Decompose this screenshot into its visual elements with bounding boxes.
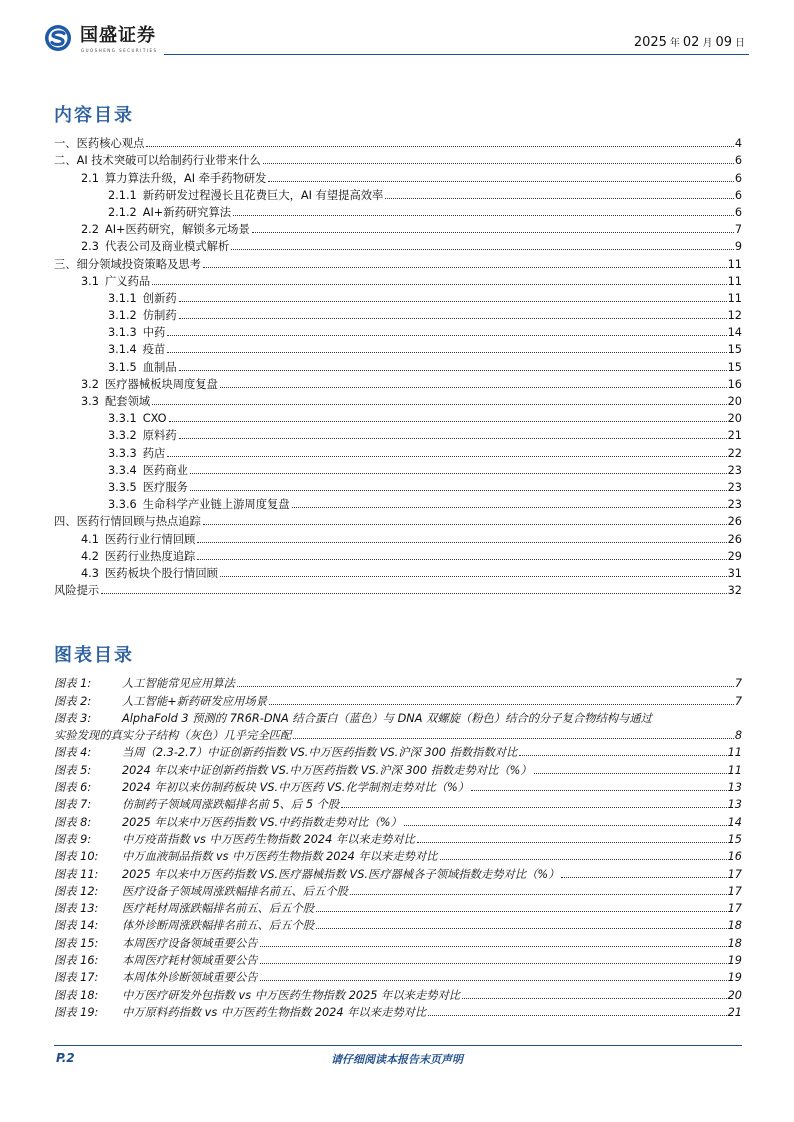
figure-title: 本周医疗设备领域重要公告 [122, 936, 258, 950]
toc-entry-page: 6 [734, 171, 742, 185]
toc-entry-number: 二、 [54, 154, 77, 168]
figure-title: 本周体外诊断领域重要公告 [122, 971, 258, 985]
figure-title: 中万原料药指数 vs 中万医药生物指数 2024 年以来走势对比 [122, 1005, 427, 1019]
dot-leader [316, 928, 727, 929]
report-date [634, 34, 748, 50]
dot-leader [101, 593, 726, 594]
page-header [0, 0, 794, 60]
toc-entry-number: 三、 [54, 257, 77, 271]
toc-entry-number: 3.3.4 [108, 463, 137, 477]
figure-page: 14 [727, 815, 742, 829]
figure-title: AlphaFold 3 预测的 7R6R-DNA 结合蛋白（蓝色）与 DNA 双螺旋（粉色）结合的分子复合物结构与通过 [122, 711, 652, 725]
toc-entry[interactable] [54, 375, 742, 392]
toc-entry-label [108, 325, 167, 340]
toc-entry-page: 21 [727, 429, 742, 443]
toc-entry[interactable] [54, 254, 742, 271]
dot-leader [268, 181, 733, 182]
dot-leader [197, 542, 726, 543]
toc-entry-page: 6 [734, 188, 742, 202]
toc-entry-text: 广义药品 [104, 274, 151, 288]
toc-entry[interactable] [54, 168, 742, 185]
toc-entry-number: 4.1 [81, 532, 99, 546]
figure-number: 图表 8: [54, 815, 92, 829]
toc-entry-text: 仿制药 [142, 309, 177, 323]
toc-entry-label [108, 205, 233, 220]
toc-entry-label [81, 394, 152, 409]
dot-leader [561, 877, 726, 878]
figure-page: 17 [727, 884, 742, 898]
toc-entry[interactable] [54, 220, 742, 237]
toc-entry-number: 3.1.4 [108, 343, 137, 357]
figure-page: 8 [734, 729, 742, 743]
toc-entry-number: 4.2 [81, 549, 99, 563]
figure-page: 11 [727, 746, 742, 760]
figure-page: 11 [727, 763, 742, 777]
figure-entry[interactable] [54, 743, 742, 760]
toc-entry-text: 医药商业 [142, 463, 188, 477]
figure-number: 图表 15: [54, 936, 99, 950]
toc-entry[interactable] [54, 409, 742, 426]
dot-leader [293, 738, 734, 739]
figure-page: 7 [734, 694, 742, 708]
figure-number: 图表 2: [54, 694, 92, 708]
toc-entry-number: 四、 [54, 515, 77, 529]
toc-entry-label [81, 239, 231, 254]
figure-entry[interactable] [54, 709, 742, 726]
toc-entry-label [81, 566, 220, 581]
figure-number: 图表 16: [54, 954, 99, 968]
figure-number: 图表 19: [54, 1005, 99, 1019]
toc-entry-number: 2.1 [81, 171, 99, 185]
dot-leader [462, 998, 727, 999]
figure-entry[interactable] [54, 760, 742, 777]
toc-entry-number: 3.3.2 [108, 429, 137, 443]
figure-title: 人工智能常见应用算法 [122, 677, 235, 691]
toc-entry-page: 16 [727, 377, 742, 391]
dot-leader [269, 704, 734, 705]
figure-number: 图表 18: [54, 988, 99, 1002]
dot-leader [428, 1015, 726, 1016]
toc-entry-text: 算力算法升级，AI 牵手药物研发 [104, 171, 267, 185]
list-of-figures [54, 674, 742, 1020]
toc-entry[interactable] [54, 564, 742, 581]
dot-leader [146, 146, 733, 147]
figure-title: 仿制药子领域周涨跌幅排名前 5、后 5 个股 [122, 798, 340, 812]
figure-page: 18 [727, 919, 742, 933]
toc-entry-number: 2.2 [81, 223, 99, 237]
figure-title: 中万医疗研发外包指数 vs 中万医药生物指数 2025 年以来走势对比 [122, 988, 461, 1002]
dot-leader [237, 686, 734, 687]
figure-title: 医疗耗材周涨跌幅排名前五、后五个股 [122, 902, 315, 916]
table-of-contents [54, 134, 742, 598]
toc-entry-number: 3.1.5 [108, 360, 137, 374]
toc-entry-label [108, 463, 190, 478]
figure-title: 中万疫苗指数 vs 中万医药生物指数 2024 年以来走势对比 [122, 832, 415, 846]
figure-title: 医疗设备子领域周涨跌幅排名前五、后五个股 [122, 884, 348, 898]
figure-entry[interactable] [54, 1003, 742, 1020]
figure-entry[interactable] [54, 916, 742, 933]
figure-page: 13 [727, 798, 742, 812]
toc-entry-text: 生命科学产业链上游周度复盘 [142, 498, 290, 512]
toc-entry-text: AI 技术突破可以给制药行业带来什么 [76, 154, 261, 168]
toc-entry-page: 15 [727, 343, 742, 357]
dot-leader [534, 773, 727, 774]
figure-number: 图表 10: [54, 850, 99, 864]
toc-entry-page: 22 [727, 446, 742, 460]
date-month-unit: 月 [702, 38, 713, 49]
toc-entry-text: 新药研发过程漫长且花费巨大，AI 有望提高效率 [142, 188, 384, 202]
figure-number: 图表 5: [54, 763, 92, 777]
toc-entry-page: 6 [734, 205, 742, 219]
dot-leader [316, 911, 727, 912]
toc-entry-page: 23 [727, 498, 742, 512]
dot-leader [169, 421, 727, 422]
date-year: 2025 [633, 35, 667, 50]
figure-number: 图表 17: [54, 971, 99, 985]
toc-entry-label [108, 188, 385, 203]
toc-entry-page: 29 [727, 549, 742, 563]
guosheng-logo-icon [44, 24, 72, 52]
figure-title: 当周（2.3-2.7）中证创新药指数 VS.中万医药指数 VS.沪深 300 指数指数对比 [122, 746, 518, 760]
toc-entry[interactable] [54, 134, 742, 151]
toc-entry-text: 中药 [142, 326, 166, 340]
brand-name: 国盛证券 [80, 25, 156, 46]
toc-entry-page: 26 [727, 532, 742, 546]
toc-entry-label [54, 583, 101, 598]
figure-entry[interactable] [54, 830, 742, 847]
toc-entry-text: 代表公司及商业模式解析 [104, 240, 230, 254]
dot-leader [350, 894, 727, 895]
toc-entry-label [108, 411, 169, 426]
figure-number: 图表 3: [54, 711, 92, 725]
dot-leader [190, 473, 727, 474]
figure-number: 图表 11: [54, 867, 99, 881]
toc-entry-label [108, 308, 179, 323]
toc-entry[interactable] [54, 547, 742, 564]
toc-entry[interactable] [54, 340, 742, 357]
toc-entry-text: 医药核心观点 [76, 137, 145, 151]
toc-entry-page: 11 [727, 291, 742, 305]
figure-number: 图表 7: [54, 798, 92, 812]
header-divider [164, 54, 749, 55]
toc-entry[interactable] [54, 272, 742, 289]
dot-leader [197, 559, 726, 560]
toc-entry-page: 6 [734, 154, 742, 168]
dot-leader [292, 507, 727, 508]
toc-entry-number: 3.1.3 [108, 326, 137, 340]
toc-entry-page: 12 [727, 309, 742, 323]
toc-entry[interactable] [54, 323, 742, 340]
toc-entry-text: 医疗服务 [142, 480, 188, 494]
figures-title: 图表目录 [54, 645, 134, 666]
toc-entry-page: 14 [727, 326, 742, 340]
dot-leader [152, 404, 726, 405]
dot-leader [417, 842, 727, 843]
toc-entry-number: 2.1.1 [108, 188, 137, 202]
toc-entry-page: 11 [727, 274, 742, 288]
figure-title: 2024 年以来中证创新药指数 VS.中万医药指数 VS.沪深 300 指数走势对比（%） [122, 763, 532, 777]
figure-entry[interactable] [54, 778, 742, 795]
figure-page: 16 [727, 850, 742, 864]
figure-title: 2025 年以来中万医药指数 VS.中药指数走势对比（%） [122, 815, 402, 829]
toc-entry-label [81, 549, 197, 564]
figure-entry[interactable] [54, 847, 742, 864]
dot-leader [263, 163, 734, 164]
toc-entry-page: 20 [727, 395, 742, 408]
toc-entry-text: 医药行业行情回顾 [104, 532, 196, 546]
dot-leader [167, 456, 726, 457]
toc-entry-number: 2.1.2 [108, 205, 137, 219]
toc-entry-number: 3.3.3 [108, 446, 137, 460]
dot-leader [167, 352, 726, 353]
figure-page: 17 [727, 867, 742, 881]
dot-leader [190, 490, 727, 491]
toc-entry-label [54, 257, 203, 272]
toc-entry-number: 3.3 [81, 395, 99, 408]
dot-leader [220, 387, 727, 388]
toc-entry[interactable] [54, 357, 742, 374]
toc-entry-label [54, 514, 203, 529]
toc-entry[interactable] [54, 478, 742, 495]
toc-entry-label [108, 497, 292, 512]
dot-leader [203, 267, 727, 268]
toc-entry-page: 31 [727, 566, 742, 580]
date-year-unit: 年 [669, 38, 680, 49]
toc-title: 内容目录 [54, 105, 134, 126]
dot-leader [167, 335, 726, 336]
figure-number: 图表 9: [54, 832, 92, 846]
toc-entry-text: 细分领域投资策略及思考 [76, 257, 201, 271]
toc-entry-page: 26 [727, 515, 742, 529]
toc-entry[interactable] [54, 426, 742, 443]
dot-leader [252, 232, 734, 233]
toc-entry-text: AI+新药研究算法 [142, 205, 232, 219]
dot-leader [440, 859, 727, 860]
toc-entry-number: 3.1.1 [108, 291, 137, 305]
figure-page: 19 [727, 954, 742, 968]
figure-entry[interactable] [54, 864, 742, 881]
toc-entry-text: 创新药 [142, 291, 177, 305]
dot-leader [404, 825, 727, 826]
figure-entry[interactable] [54, 899, 742, 916]
toc-entry-label [54, 136, 146, 151]
figure-entry[interactable] [54, 985, 742, 1002]
toc-entry[interactable] [54, 529, 742, 546]
date-day-unit: 日 [735, 38, 745, 49]
toc-entry-page: 4 [734, 137, 742, 151]
toc-entry-label [108, 342, 167, 357]
figure-number: 图表 4: [54, 746, 92, 760]
toc-entry-number: 3.1.2 [108, 309, 137, 323]
toc-entry-number: 3.3.6 [108, 498, 137, 512]
figure-title: 2025 年以来中万医药指数 VS.医疗器械指数 VS.医疗器械各子领域指数走势对比（%） [122, 867, 560, 881]
toc-entry-page: 11 [727, 257, 742, 271]
toc-entry-number: 一、 [54, 137, 77, 151]
toc-entry-number: 3.1 [81, 274, 99, 288]
toc-entry-text: 医药行业热度追踪 [104, 549, 196, 563]
figure-number: 图表 1: [54, 677, 92, 691]
toc-entry-text: 药店 [142, 446, 166, 460]
dot-leader [233, 215, 734, 216]
toc-entry-text: 风险提示 [54, 584, 100, 598]
toc-entry-text: AI+医药研究，解锁多元场景 [104, 223, 250, 237]
figure-entry[interactable] [54, 933, 742, 950]
toc-entry-text: 疫苗 [142, 343, 166, 357]
toc-entry-page: 23 [727, 463, 742, 477]
dot-leader [179, 438, 727, 439]
dot-leader [519, 755, 726, 756]
figure-page: 13 [727, 781, 742, 795]
toc-entry[interactable] [54, 443, 742, 460]
dot-leader [260, 980, 727, 981]
dot-leader [260, 963, 727, 964]
toc-entry-label [54, 153, 263, 168]
dot-leader [220, 576, 727, 577]
toc-entry-text: 原料药 [142, 429, 177, 443]
toc-entry-text: 医疗器械板块周度复盘 [104, 377, 218, 391]
figure-number: 图表 13: [54, 902, 99, 916]
toc-entry[interactable] [54, 512, 742, 529]
toc-entry[interactable] [54, 203, 742, 220]
brand-name-english: GUOSHENG SECURITIES [81, 48, 158, 53]
toc-entry-page: 23 [727, 480, 742, 494]
footer-divider [54, 1045, 742, 1046]
figure-entry[interactable] [54, 951, 742, 968]
dot-leader [385, 198, 733, 199]
figure-title: 中万血液制品指数 vs 中万医药生物指数 2024 年以来走势对比 [122, 850, 438, 864]
toc-entry-label [108, 360, 179, 375]
toc-entry-number: 3.2 [81, 377, 99, 391]
figure-page: 18 [727, 936, 742, 950]
dot-leader [231, 249, 734, 250]
dot-leader [179, 370, 727, 371]
figure-page: 17 [727, 902, 742, 916]
figure-title: 体外诊断周涨跌幅排名前五、后五个股 [122, 919, 315, 933]
dot-leader [179, 301, 727, 302]
toc-entry[interactable] [54, 306, 742, 323]
toc-entry[interactable] [54, 392, 742, 409]
dot-leader [471, 790, 727, 791]
figure-entry[interactable] [54, 882, 742, 899]
figure-entry-continuation[interactable] [54, 726, 742, 743]
toc-entry-label [81, 171, 268, 186]
figure-entry[interactable] [54, 812, 742, 829]
disclaimer-note: 请仔细阅读本报告末页声明 [331, 1053, 463, 1066]
toc-entry-label [81, 222, 252, 237]
figure-page: 20 [727, 988, 742, 1002]
toc-entry[interactable] [54, 581, 742, 598]
figure-number: 图表 14: [54, 919, 99, 933]
toc-entry-number: 2.3 [81, 240, 99, 254]
figure-title: 本周医疗耗材领域重要公告 [122, 954, 258, 968]
figure-entry[interactable] [54, 691, 742, 708]
toc-entry[interactable] [54, 289, 742, 306]
toc-entry-text: CXO [142, 412, 167, 426]
toc-entry-number: 4.3 [81, 566, 99, 580]
figure-page: 19 [727, 971, 742, 985]
figure-page: 7 [734, 677, 742, 691]
dot-leader [179, 318, 727, 319]
toc-entry-page: 7 [734, 223, 742, 237]
dot-leader [341, 807, 726, 808]
toc-entry-label [108, 480, 190, 495]
figure-title: 人工智能+新药研发应用场景 [122, 694, 268, 708]
dot-leader [152, 284, 726, 285]
date-day: 09 [715, 35, 732, 50]
page-number: P.2 [56, 1051, 75, 1065]
toc-entry-label [81, 377, 220, 392]
toc-entry-page: 15 [727, 360, 742, 374]
toc-entry[interactable] [54, 495, 742, 512]
toc-entry-page: 32 [727, 584, 742, 598]
toc-entry-number: 3.3.1 [108, 412, 137, 426]
figure-entry[interactable] [54, 795, 742, 812]
toc-entry-label [81, 532, 197, 547]
toc-entry-label [108, 446, 167, 461]
dot-leader [203, 524, 727, 525]
figure-title: 2024 年初以来仿制药板块 VS.中万医药 VS.化学制剂走势对比（%） [122, 781, 470, 795]
toc-entry-label [108, 428, 179, 443]
toc-entry-text: 医药板块个股行情回顾 [104, 566, 218, 580]
toc-entry-text: 血制品 [142, 360, 177, 374]
toc-entry[interactable] [54, 186, 742, 203]
figure-title-continuation: 实验发现的真实分子结构（灰色）几乎完全匹配 [54, 729, 292, 743]
figure-entry[interactable] [54, 968, 742, 985]
figure-page: 21 [727, 1005, 742, 1019]
toc-entry-text: 医药行情回顾与热点追踪 [76, 515, 201, 529]
toc-entry[interactable] [54, 461, 742, 478]
toc-entry-label [81, 274, 152, 289]
figure-number: 图表 12: [54, 884, 99, 898]
toc-entry-page: 9 [734, 240, 742, 254]
date-month: 02 [682, 35, 700, 50]
toc-entry[interactable] [54, 237, 742, 254]
toc-entry-text: 配套领域 [104, 395, 151, 408]
toc-entry[interactable] [54, 151, 742, 168]
toc-entry-label [108, 291, 179, 306]
toc-entry-page: 20 [727, 412, 742, 426]
figure-entry[interactable] [54, 674, 742, 691]
dot-leader [260, 946, 727, 947]
toc-entry-number: 3.3.5 [108, 480, 137, 494]
figure-number: 图表 6: [54, 781, 92, 795]
figure-page: 15 [727, 832, 742, 846]
